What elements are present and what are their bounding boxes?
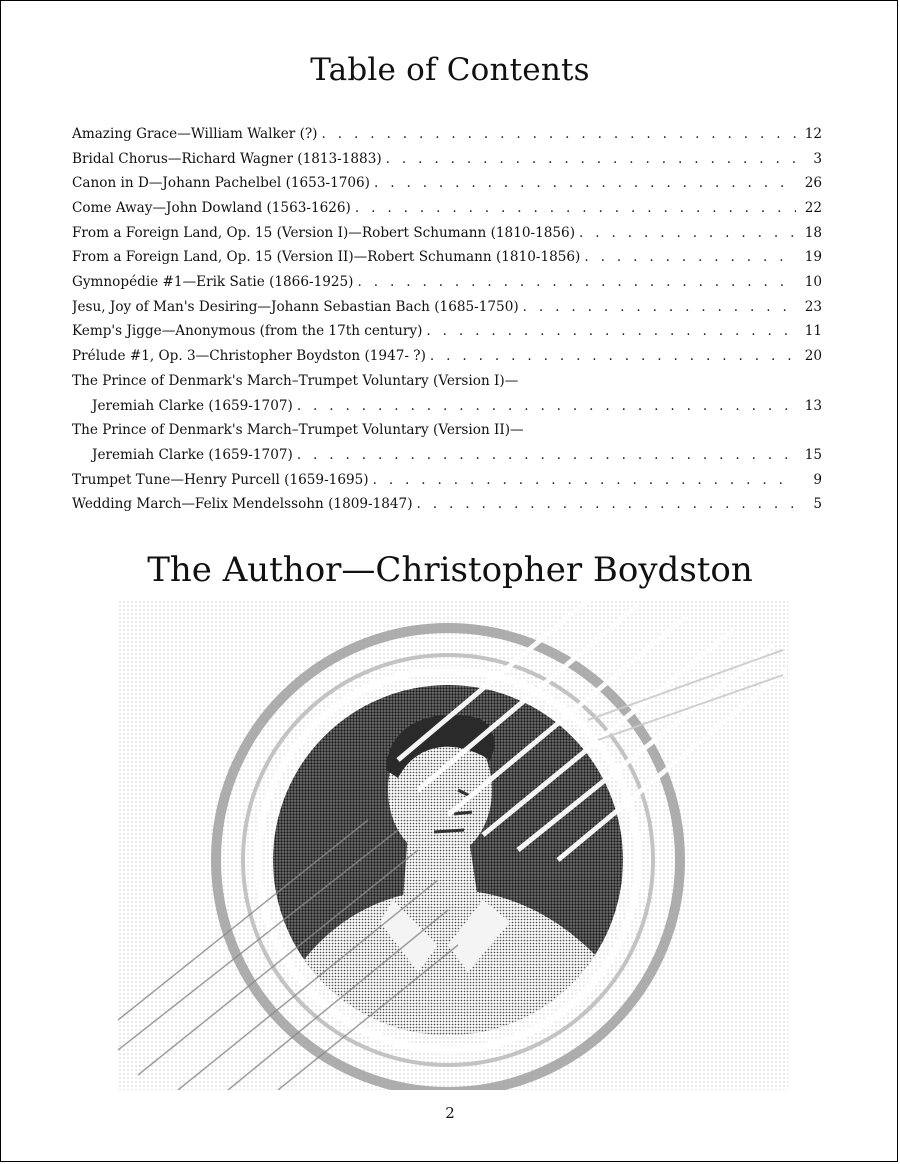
page-title: Table of Contents: [310, 52, 590, 88]
toc-entry-title: Amazing Grace—William Walker (?): [72, 125, 318, 142]
toc-entry[interactable]: [72, 270, 822, 295]
dot-leader: [430, 344, 796, 369]
toc-entry-first-line[interactable]: [72, 418, 822, 443]
toc-entry-title: Come Away—John Dowland (1563-1626): [72, 200, 351, 217]
table-of-contents: [72, 122, 822, 517]
dot-leader: [426, 320, 796, 345]
toc-entry-page: 23: [804, 298, 822, 315]
toc-entry-title: Trumpet Tune—Henry Purcell (1659-1695): [72, 471, 369, 488]
toc-entry-continuation[interactable]: [72, 443, 822, 468]
author-heading: The Author—Christopher Boydston: [147, 550, 753, 590]
toc-entry[interactable]: [72, 320, 822, 345]
toc-entry-page: 18: [804, 224, 822, 241]
toc-entry-title: Gymnopédie #1—Erik Satie (1866-1925): [72, 274, 354, 291]
toc-entry-title: Jesu, Joy of Man's Desiring—Johann Sebastian Bach (1685-1750): [72, 298, 519, 315]
toc-entry-page: 13: [804, 397, 822, 414]
dot-leader: [322, 122, 797, 147]
toc-entry-page: 10: [804, 274, 822, 291]
toc-entry[interactable]: [72, 122, 822, 147]
toc-entry-title: Prélude #1, Op. 3—Christopher Boydston (1947- ?): [72, 348, 426, 365]
dot-leader: [357, 270, 796, 295]
dot-leader: [523, 295, 796, 320]
toc-entry-title: Bridal Chorus—Richard Wagner (1813-1883): [72, 150, 382, 167]
dot-leader: [579, 221, 796, 246]
toc-entry-title: Canon in D—Johann Pachelbel (1653-1706): [72, 175, 370, 192]
toc-entry-title: From a Foreign Land, Op. 15 (Version I)—Robert Schumann (1810-1856): [72, 224, 575, 241]
toc-entry-page: 3: [813, 150, 822, 167]
toc-entry-title-continued: Jeremiah Clarke (1659-1707): [92, 397, 293, 414]
toc-entry[interactable]: [72, 245, 822, 270]
dot-leader: [386, 147, 796, 172]
dot-leader: [417, 492, 796, 517]
dot-leader: [355, 196, 796, 221]
dot-leader: [297, 394, 796, 419]
toc-entry-first-line[interactable]: [72, 369, 822, 394]
dot-leader: [373, 468, 796, 493]
dot-leader: [584, 245, 796, 270]
toc-entry-title: Kemp's Jigge—Anonymous (from the 17th century): [72, 323, 423, 340]
toc-entry-page: 9: [813, 471, 822, 488]
toc-entry[interactable]: [72, 344, 822, 369]
toc-entry-title: The Prince of Denmark's March–Trumpet Voluntary (Version II)—: [72, 422, 524, 439]
toc-entry-title: The Prince of Denmark's March–Trumpet Voluntary (Version I)—: [72, 372, 519, 389]
toc-entry-title: From a Foreign Land, Op. 15 (Version II)—Robert Schumann (1810-1856): [72, 249, 581, 266]
toc-entry-title-continued: Jeremiah Clarke (1659-1707): [92, 446, 293, 463]
toc-entry-page: 11: [804, 323, 822, 340]
toc-entry-title: Wedding March—Felix Mendelssohn (1809-1847): [72, 496, 413, 513]
toc-entry[interactable]: [72, 196, 822, 221]
page-number: 2: [445, 1104, 455, 1122]
toc-entry-page: 12: [804, 125, 822, 142]
toc-entry-page: 22: [804, 200, 822, 217]
author-photo: [118, 600, 788, 1090]
toc-entry-page: 19: [804, 249, 822, 266]
toc-entry-continuation[interactable]: [72, 394, 822, 419]
toc-entry[interactable]: [72, 492, 822, 517]
toc-entry[interactable]: [72, 171, 822, 196]
toc-entry-page: 20: [804, 348, 822, 365]
toc-entry[interactable]: [72, 221, 822, 246]
toc-entry-page: 5: [813, 496, 822, 513]
toc-entry[interactable]: [72, 147, 822, 172]
toc-entry[interactable]: [72, 468, 822, 493]
toc-entry-page: 26: [804, 175, 822, 192]
toc-entry[interactable]: [72, 295, 822, 320]
dot-leader: [297, 443, 796, 468]
toc-entry-page: 15: [804, 446, 822, 463]
dot-leader: [374, 171, 796, 196]
